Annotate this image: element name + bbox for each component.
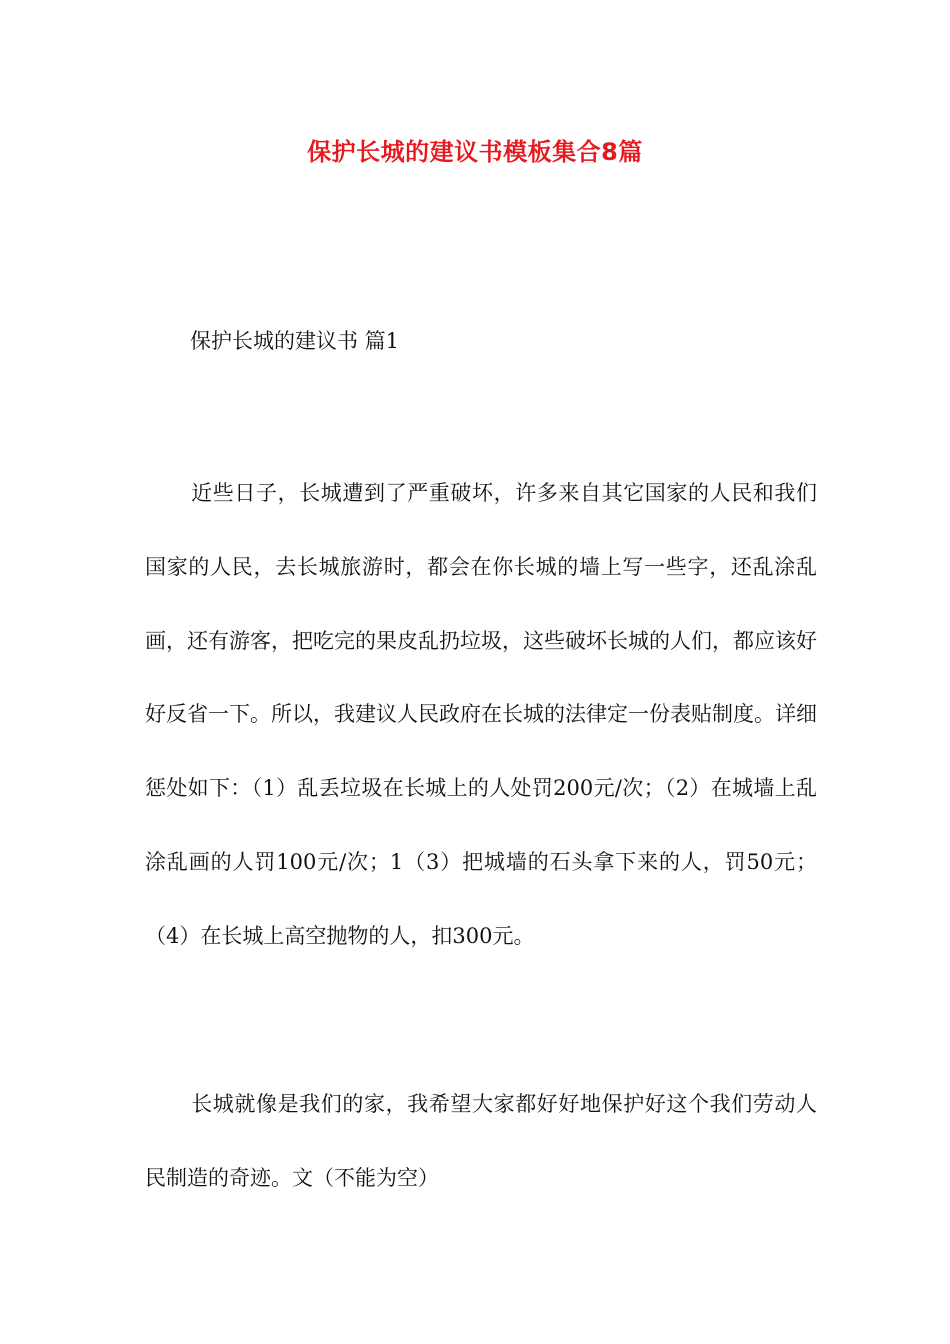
document-title: 保护长城的建议书模板集合8篇 <box>307 138 643 166</box>
paragraph-block-2 <box>145 1068 817 1216</box>
paragraph-block-1 <box>145 457 817 974</box>
body-paragraph: 近些日子，长城遭到了严重破坏，许多来自其它国家的人民和我们国家的人民，去长城旅游时，都会在你长城的墙上写一些字，还乱涂乱画，还有游客，把吃完的果皮乱扔垃圾，这些破坏长城的人们，都应该好好反省一下。所以，我建议人民政府在长城的法律定一份表贴制度。详细惩处如下：（1）乱丢垃圾在长城上的人处罚200元/次；（2）在城墙上乱涂乱画的人罚100元/次；1（3）把城墙的石头拿下来的人，罚50元；（4）在长城上高空抛物的人，扣300元。 <box>145 481 817 948</box>
body-paragraph: 长城就像是我们的家，我希望大家都好好地保护好这个我们劳动人民制造的奇迹。文（不能为空） <box>145 1092 817 1190</box>
section-heading: 保护长城的建议书 篇1 <box>190 329 400 353</box>
